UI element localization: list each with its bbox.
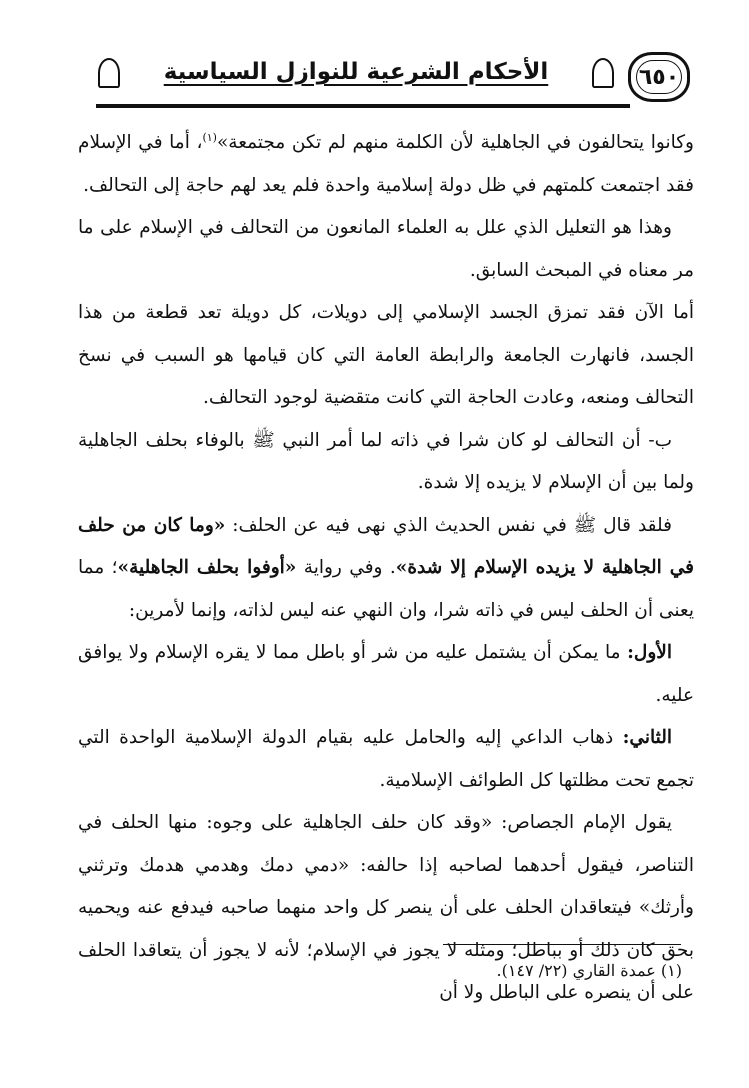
first-reason-text: ما يمكن أن يشتمل عليه من شر أو باطل مما لا يقره الإسلام ولا يوافق عليه. [78,642,694,706]
ornament-right-icon [592,58,614,88]
paragraph-6 [78,632,694,717]
paragraph-5 [78,505,694,633]
header-rule [96,104,630,108]
footnote-separator [443,944,681,945]
paragraph-1 [78,122,694,207]
footnote-1: (١) عمدة القاري (٢٢/ ١٤٧). [496,961,682,980]
paragraph-5-text-a: فلقد قال ﷺ في نفس الحديث الذي نهى فيه عن الحلف: [225,514,672,536]
paragraph-1-text-a: وكانوا يتحالفون في الجاهلية لأن الكلمة منهم لم تكن مجتمعة» [216,132,694,153]
paragraph-4: ب- أن التحالف لو كان شرا في ذاته لما أمر النبي ﷺ بالوفاء بحلف الجاهلية ولما بين أن الإسلام لا يزيده إلا شدة. [78,429,694,493]
paragraph-3: أما الآن فقد تمزق الجسد الإسلامي إلى دويلات، كل دويلة تعد قطعة من هذا الجسد، فانهارت الجامعة والرابطة العامة التي كان قيامها هو السبب في نسخ التحالف ومنعه، وعادت الحاجة التي كانت متقضية لوجود التحالف. [78,302,694,408]
paragraph-8: يقول الإمام الجصاص: «وقد كان حلف الجاهلية على وجوه: منها الحلف في التناصر، فيقول أحدهما لصاحبه إذا حالفه: «دمي دمك وهدمي هدمك وترثني وأرثك» فيتعاقدان الحلف على أن ينصر كل واحد منهما صاحبه فيدفع عنه ويحميه بحق كان ذلك أو بباطل؛ ومثله لا يجوز في الإسلام؛ لأنه لا يجوز أن يتعاقدا الحلف على أن ينصره على الباطل ولا أن [78,812,694,1003]
second-reason-text: ذهاب الداعي إليه والحامل عليه بقيام الدولة الإسلامية الواحدة التي تجمع تحت مظلتها كل الطوائف الإسلامية. [78,727,694,791]
main-text [78,122,694,1015]
running-title-banner [96,50,616,94]
footnote-ref-1: (١) [202,130,217,144]
page-header [0,0,749,115]
first-reason-label: الأول: [627,642,672,663]
second-reason-label: الثاني: [622,727,672,748]
running-title: الأحكام الشرعية للنوازل السياسية [163,59,549,85]
hadith-quote-1: «وما كان من حلف في الجاهلية لا يزيده الإسلام إلا شدة» [78,514,694,578]
paragraph-5-text-c: ؛ مما يعنى أن الحلف ليس في ذاته شرا، وان النهي عنه ليس لذاته، وإنما لأمرين: [78,557,694,621]
page-number: ٦٥٠ [638,64,680,90]
paragraph-7 [78,717,694,802]
page-number-frame [628,52,690,102]
paragraph-2: وهذا هو التعليل الذي علل به العلماء المانعون من التحالف في الإسلام على ما مر معناه في المبحث السابق. [78,217,694,281]
ornament-left-icon [98,58,120,88]
hadith-quote-2: «أوفوا بحلف الجاهلية» [117,557,297,578]
paragraph-1-text-b: ، أما في الإسلام فقد اجتمعت كلمتهم في ظل دولة إسلامية واحدة فلم يعد لهم حاجة إلى التحالف. [78,132,694,196]
paragraph-5-text-b: . وفي رواية [296,557,396,578]
